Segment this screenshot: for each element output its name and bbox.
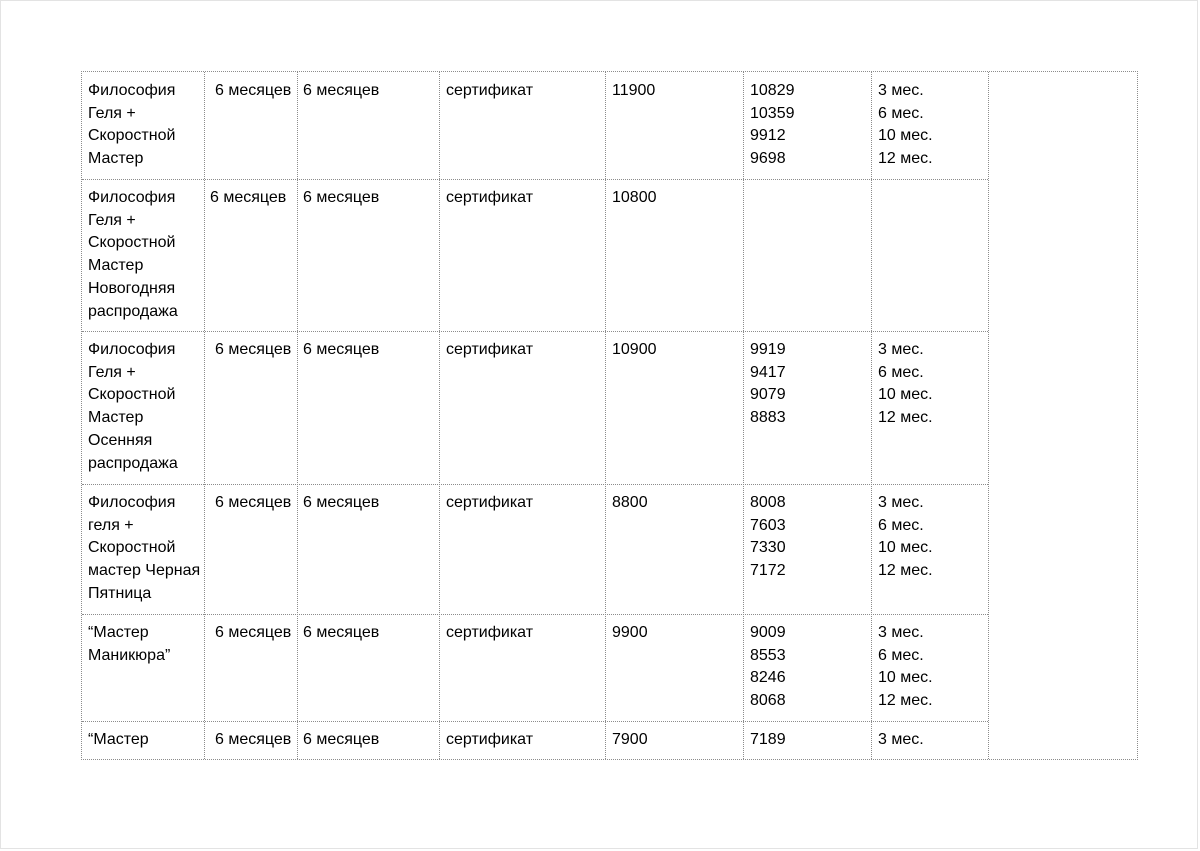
column-divider: [204, 72, 205, 759]
price-cell: 10800: [612, 189, 657, 206]
duration-cell: 6 месяцев: [303, 494, 380, 511]
installment-amounts-cell: 7189: [750, 731, 786, 748]
installment-amounts-cell: 9919 9417 9079 8883: [750, 341, 786, 427]
course-name-cell: “Мастер: [88, 731, 149, 748]
duration-cell: 6 месяцев: [215, 494, 292, 511]
installment-terms-cell: 3 мес.: [878, 731, 924, 748]
price-cell: 10900: [612, 341, 657, 358]
column-divider: [439, 72, 440, 759]
duration-cell: 6 месяцев: [303, 341, 380, 358]
duration-cell: 6 месяцев: [303, 82, 380, 99]
column-divider: [988, 72, 989, 759]
document-type-cell: сертификат: [446, 494, 534, 511]
course-name-cell: Философия Геля + Скоростной Мастер: [88, 82, 176, 168]
document-type-cell: сертификат: [446, 189, 534, 206]
price-cell: 8800: [612, 494, 648, 511]
document-type-cell: сертификат: [446, 731, 534, 748]
duration-cell: 6 месяцев: [215, 624, 292, 641]
duration-cell: 6 месяцев: [215, 82, 292, 99]
row-divider: [82, 614, 988, 615]
document-type-cell: сертификат: [446, 341, 534, 358]
document-type-cell: сертификат: [446, 624, 534, 641]
course-name-cell: Философия Геля + Скоростной Мастер Осенняя распродажа: [88, 341, 178, 472]
course-name-cell: Философия геля + Скоростной мастер Черная Пятница: [88, 494, 201, 602]
installment-amounts-cell: 8008 7603 7330 7172: [750, 494, 786, 580]
column-divider: [605, 72, 606, 759]
row-divider: [82, 484, 988, 485]
installment-terms-cell: 3 мес. 6 мес. 10 мес. 12 мес.: [878, 341, 933, 427]
installment-amounts-cell: 10829 10359 9912 9698: [750, 82, 795, 168]
duration-cell: 6 месяцев: [215, 341, 292, 358]
price-cell: 9900: [612, 624, 648, 641]
installment-terms-cell: 3 мес. 6 мес. 10 мес. 12 мес.: [878, 624, 933, 710]
column-divider: [743, 72, 744, 759]
row-divider: [82, 721, 988, 722]
installment-amounts-cell: 9009 8553 8246 8068: [750, 624, 786, 710]
duration-cell: 6 месяцев: [303, 624, 380, 641]
column-divider: [297, 72, 298, 759]
row-divider: [82, 331, 988, 332]
document-type-cell: сертификат: [446, 82, 534, 99]
duration-cell: 6 месяцев: [303, 731, 380, 748]
duration-cell: 6 месяцев: [210, 189, 287, 206]
course-name-cell: “Мастер Маникюра”: [88, 624, 171, 664]
duration-cell: 6 месяцев: [215, 731, 292, 748]
course-name-cell: Философия Геля + Скоростной Мастер Новогодняя распродажа: [88, 189, 178, 320]
duration-cell: 6 месяцев: [303, 189, 380, 206]
row-divider: [82, 179, 988, 180]
price-cell: 11900: [612, 82, 656, 99]
installment-terms-cell: 3 мес. 6 мес. 10 мес. 12 мес.: [878, 82, 933, 168]
column-divider: [871, 72, 872, 759]
price-cell: 7900: [612, 731, 648, 748]
course-price-table: [81, 71, 1138, 760]
installment-terms-cell: 3 мес. 6 мес. 10 мес. 12 мес.: [878, 494, 933, 580]
